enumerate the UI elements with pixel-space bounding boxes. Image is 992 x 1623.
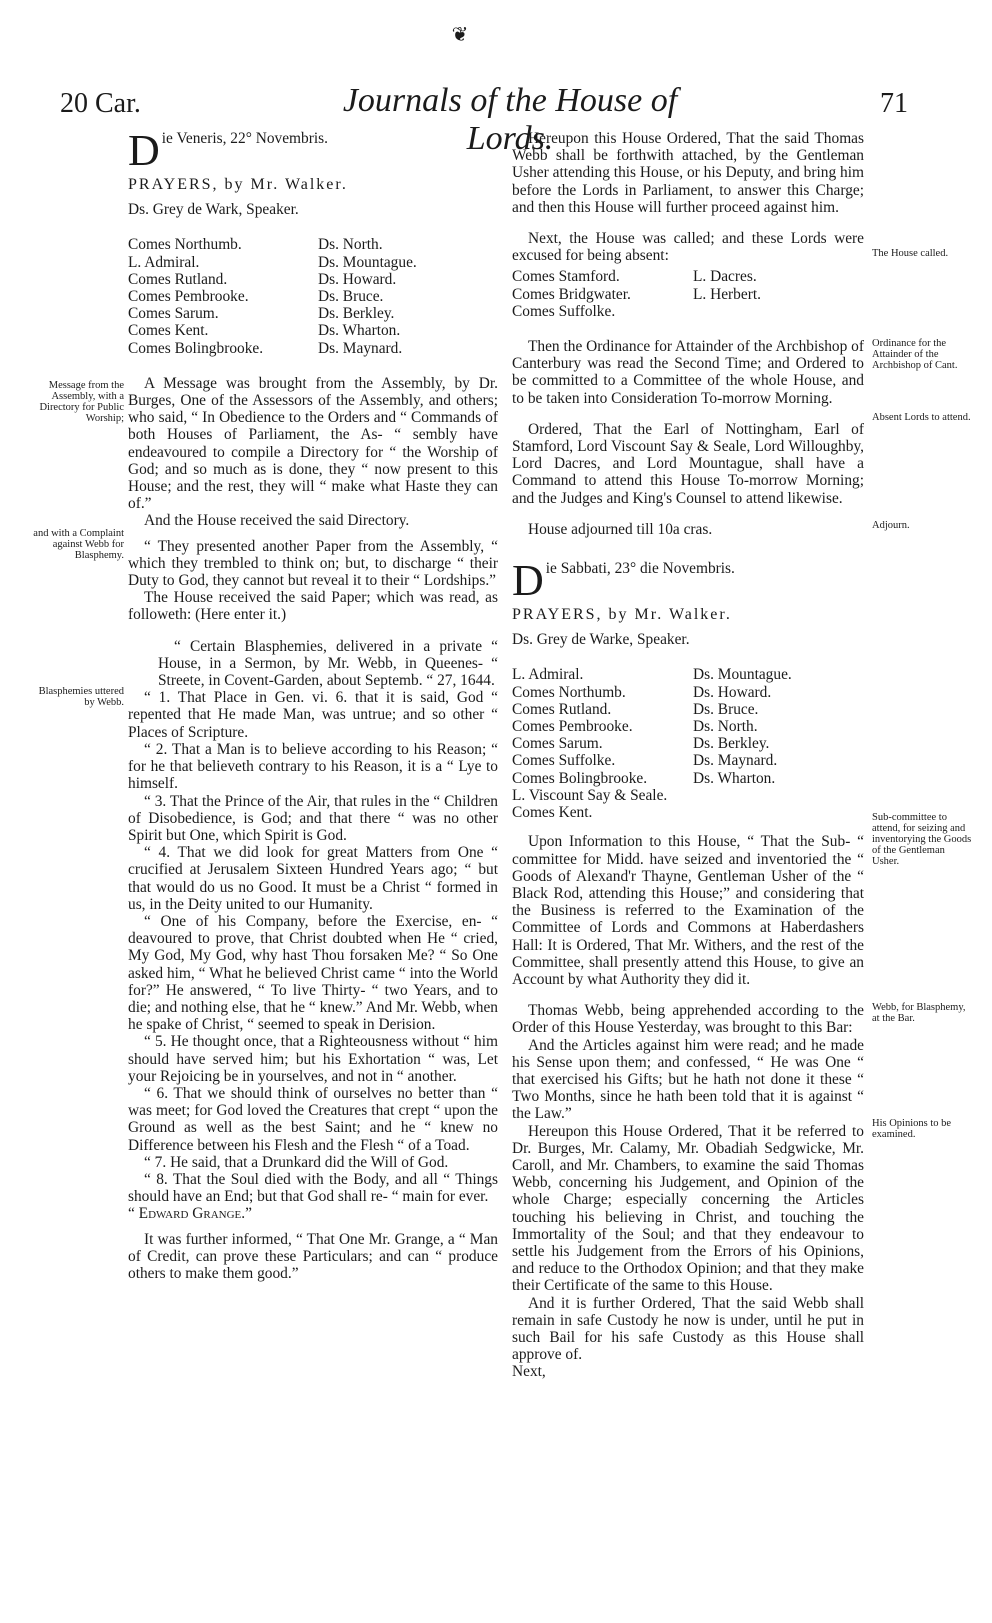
lord-name: Ds. Berkley.	[318, 305, 395, 323]
lord-name: L. Viscount Say & Seale.	[512, 786, 668, 804]
paragraph-attachment-order: Hereupon this House Ordered, That the said Thomas Webb shall be forthwith attached, by the Gentleman Usher attending this House, or his Deputy, and bring him before the Lords in Parliament, to answer this Charge; and then this House will further proceed against him.	[512, 130, 864, 216]
lord-name: L. Herbert.	[693, 285, 761, 303]
lord-name: Comes Pembrooke.	[512, 718, 633, 736]
right-column	[512, 130, 864, 1381]
prayers-line-1: PRAYERS, by Mr. Walker.	[128, 176, 348, 193]
lord-name: L. Admiral.	[512, 666, 584, 684]
lord-name: Ds. Howard.	[318, 270, 397, 288]
lord-name: Comes Pembrooke.	[128, 288, 249, 306]
lords-present-2	[512, 666, 864, 821]
paragraph-blasphemies-heading: “ Certain Blasphemies, delivered in a private “ House, in a Sermon, by Mr. Webb, in Queenes- “ Streete, in Covent-Garden, about Septemb. “ 27, 1644.	[158, 637, 498, 690]
lord-name: Ds. Berkley.	[693, 735, 770, 753]
title-part-house: House	[546, 82, 651, 119]
date-text-1: ie Veneris, 22° Novembris.	[161, 130, 328, 147]
drop-cap-d-2: D	[512, 556, 544, 606]
lord-name: Ds. Mountague.	[318, 253, 417, 271]
lord-name: Comes Kent.	[128, 322, 209, 340]
margin-note-house-called: The House called.	[872, 248, 949, 259]
paragraph-adjourned: House adjourned till 10a cras.	[528, 520, 713, 538]
article-8: “ 8. That the Soul died with the Body, and all “ Things should have an End; but that God shall re- “ main for ever.	[128, 1170, 498, 1206]
lord-name: Comes Sarum.	[512, 735, 603, 753]
paragraph-message: A Message was brought from the Assembly, by Dr. Burges, One of the Assessors of the Assembly, and others; who said, “ In Obedience to the Orders and “ Commands of both Houses of Parliament, the As- “ sembly have endeavoured to compile a Directory for “ the Worship of God; and so much as is done, they “ now present to this House; and the rest, they will “ make what Haste they can of.”	[128, 374, 498, 513]
lord-name: Comes Bridgwater.	[512, 285, 631, 303]
lords-excused	[512, 268, 864, 320]
left-column	[128, 126, 498, 1282]
paragraph-absent-lords-order: Ordered, That the Earl of Nottingham, Earl of Stamford, Lord Viscount Say & Seale, Lord Willoughby, Lord Dacres, and Lord Mountague, shall have a Command to attend this House To-morrow Morning; and the Judges and King's Counsel to attend likewise.	[512, 420, 864, 507]
lord-name: Comes Rutland.	[512, 700, 612, 718]
article-3: “ 3. That the Prince of the Air, that rules in the “ Children of Disobedience, is God; and that there “ was no other Spirit but One, which Spirit is God.	[128, 792, 498, 844]
prayers-line-2: PRAYERS, by Mr. Walker.	[512, 606, 732, 624]
excused-list-left	[512, 268, 683, 320]
article-4: “ 4. That we did look for great Matters from One “ crucified at Jerusalem Sixteen Hundred Years ago; “ but that would do us no Good. It must be a Christ “ formed in us, in the Deity united to our Humanity.	[128, 844, 498, 913]
date-text-2: ie Sabbati, 23° die Novembris.	[545, 560, 735, 578]
paragraph-house-called: Next, the House was called; and these Lords were excused for being absent:	[512, 230, 864, 265]
lord-name: Ds. Maynard.	[318, 339, 403, 357]
lords-list-left-1	[128, 236, 308, 356]
title-part-lords: Lords.	[466, 120, 554, 157]
lord-name: Ds. Maynard.	[693, 752, 778, 770]
catchword: Next,	[512, 1363, 546, 1381]
paragraph-further-informed: It was further informed, “ That One Mr. Grange, a “ Man of Credit, can prove these Particulars; and can “ produce others to make them good.”	[128, 1230, 498, 1282]
paragraph-referred-divines: Hereupon this House Ordered, That it be referred to Dr. Burges, Mr. Calamy, Mr. Obadiah Sedgwicke, Mr. Caroll, and Mr. Chambers, to examine the said Thomas Webb, concerning his Judgement, and Opinion of the whole Charge; especially concerning the Articles touching his believing in Christ, and touching the Immortality of the Soul; and that they endeavour to settle his Judgement from the Errors of his Opinions, and reduce to the Orthodox Opinion; and that they make their Certificate of the same to this House.	[512, 1122, 864, 1295]
article-5: “ 5. He thought once, that a Righteousness without “ him should have served him; but his Exhortation “ was, Let your Rejoicing be in yourselves, and not in “ another.	[128, 1033, 498, 1085]
lord-name: Ds. North.	[318, 236, 383, 254]
lords-list-right-1	[318, 236, 498, 356]
article-company: “ One of his Company, before the Exercise, en- “ deavoured to prove, that Christ doubted when He “ cried, My God, My God, why hast Thou forsaken Me? “ So One asked him, “ What he believed Christ came “ into the World for?” He answered, “ To live Thirty- “ two Years, and to die; and nothing else, that he “ knew.” And Mr. Webb, when he spake of Christ, “ seemed to speak in Derision.	[128, 912, 498, 1034]
paragraph-articles-read: And the Articles against him were read; and he made his Sense upon them; and confessed, “ He was One “ that exercised his Gifts; but he hath not done it these “ Two Months, since he hath been told that it is against “ the Law.”	[512, 1036, 864, 1123]
lord-name: Comes Bolingbrooke.	[512, 769, 648, 787]
paragraph-directory-received: And the House received the said Directory.	[144, 512, 410, 530]
lord-name: Ds. Wharton.	[693, 769, 776, 787]
page-number: 71	[880, 88, 908, 119]
article-1: “ 1. That Place in Gen. vi. 6. that it is said, God “ repented that He made Man, was untrue; and so other “ Places of Scripture.	[128, 689, 498, 741]
lord-name: Comes Sarum.	[128, 305, 219, 323]
lord-name: Comes Northumb.	[512, 683, 626, 701]
title-part-of-1: of	[461, 82, 506, 119]
paragraph-webb-apprehended: Thomas Webb, being apprehended according to the Order of this House Yesterday, was brought to this Bar:	[512, 1002, 864, 1037]
lord-name: Ds. Howard.	[693, 683, 772, 701]
speaker-line-1: Ds. Grey de Wark, Speaker.	[128, 201, 299, 219]
lord-name: Comes Rutland.	[128, 270, 228, 288]
speaker-line-2: Ds. Grey de Warke, Speaker.	[512, 631, 690, 649]
article-2: “ 2. That a Man is to believe according to his Reason; “ for he that believeth contrary to his Reason, it is a “ Lye to himself.	[128, 740, 498, 793]
lords-list-left-2	[512, 666, 683, 821]
regnal-year: 20 Car.	[60, 88, 141, 119]
lords-list-right-2	[693, 666, 864, 821]
paragraph-paper-read: The House received the said Paper; which was read, as followeth: (Here enter it.)	[128, 589, 498, 624]
margin-note-subcommittee: Sub-committee to attend, for seizing and inventorying the Goods of the Gentleman Usher.	[872, 812, 972, 867]
title-part-the: the	[505, 82, 547, 119]
lord-name: Comes Northumb.	[128, 236, 242, 254]
paragraph-another-paper: “ They presented another Paper from the Assembly, “ which they trembled to think on; but, to discharge “ their Duty to God, they cannot but reveal it to their “ Lordships.”	[128, 537, 498, 590]
lord-name: Comes Stamford.	[512, 268, 620, 286]
drop-cap-d: D	[128, 126, 160, 175]
margin-note-adjourn: Adjourn.	[872, 520, 910, 531]
margin-note-complaint: and with a Complaint against Webb for Blasphemy.	[33, 528, 124, 561]
article-7: “ 7. He said, that a Drunkard did the Will of God.	[144, 1153, 449, 1171]
signature: “ Edward Grange.”	[128, 1205, 252, 1223]
lord-name: L. Dacres.	[693, 268, 757, 286]
margin-note-message: Message from the Assembly, with a Directory for Public Worship;	[39, 380, 124, 424]
ornament-icon: ❦	[451, 24, 469, 46]
lord-name: Ds. North.	[693, 718, 758, 736]
date-heading-1	[128, 126, 498, 175]
title-part-journals: Journals	[342, 82, 462, 119]
lord-name: L. Admiral.	[128, 253, 200, 271]
lord-name: Comes Kent.	[512, 804, 593, 822]
margin-note-webb-bar: Webb, for Blasphemy, at the Bar.	[872, 1002, 966, 1024]
lord-name: Ds. Bruce.	[318, 288, 384, 306]
excused-list-right	[693, 268, 864, 320]
lord-name: Comes Suffolke.	[512, 302, 616, 320]
margin-note-ordinance: Ordinance for the Attainder of the Archbishop of Cant.	[872, 338, 958, 371]
lord-name: Ds. Bruce.	[693, 700, 759, 718]
lords-present-1	[128, 236, 498, 356]
lord-name: Comes Bolingbrooke.	[128, 339, 264, 357]
paragraph-safe-custody: And it is further Ordered, That the said Webb shall remain in safe Custody he now is under, until he put in such Bail for his safe Custody as this House shall approve of.	[512, 1294, 864, 1364]
lord-name: Comes Suffolke.	[512, 752, 616, 770]
margin-note-opinions: His Opinions to be examined.	[872, 1118, 952, 1140]
title-part-of-2: of	[650, 82, 678, 119]
margin-note-blasphemies: Blasphemies uttered by Webb.	[38, 686, 124, 708]
margin-note-absent-lords: Absent Lords to attend.	[872, 412, 971, 423]
lord-name: Ds. Wharton.	[318, 322, 401, 340]
paragraph-subcommittee: Upon Information to this House, “ That the Sub- “ committee for Midd. have seized and inventoried the “ Goods of Alexand'r Thayne, Gentleman Usher of the “ Black Rod, attending this House;” and considering that the Business is referred to the Examination of the Committee of Lords and Commons at Haberdashers Hall: It is Ordered, That Mr. Withers, and the rest of the Committee, shall presently attend this House, to give an Account by what Authority they did it.	[512, 833, 864, 988]
paragraph-ordinance-attainder: Then the Ordinance for Attainder of the Archbishop of Canterbury was read the Second Time; and Ordered to be committed to a Committee of the whole House, and to be taken into Consideration To-morrow Morning.	[512, 338, 864, 407]
lord-name: Ds. Mountague.	[693, 666, 792, 684]
date-heading-2	[512, 556, 864, 606]
article-6: “ 6. That we should think of ourselves no better than “ was meet; for God loved the Creatures that crept “ upon the Ground as well as the best Saint; and he “ knew no Difference between his Flesh and the Flesh “ of a Toad.	[128, 1084, 498, 1154]
